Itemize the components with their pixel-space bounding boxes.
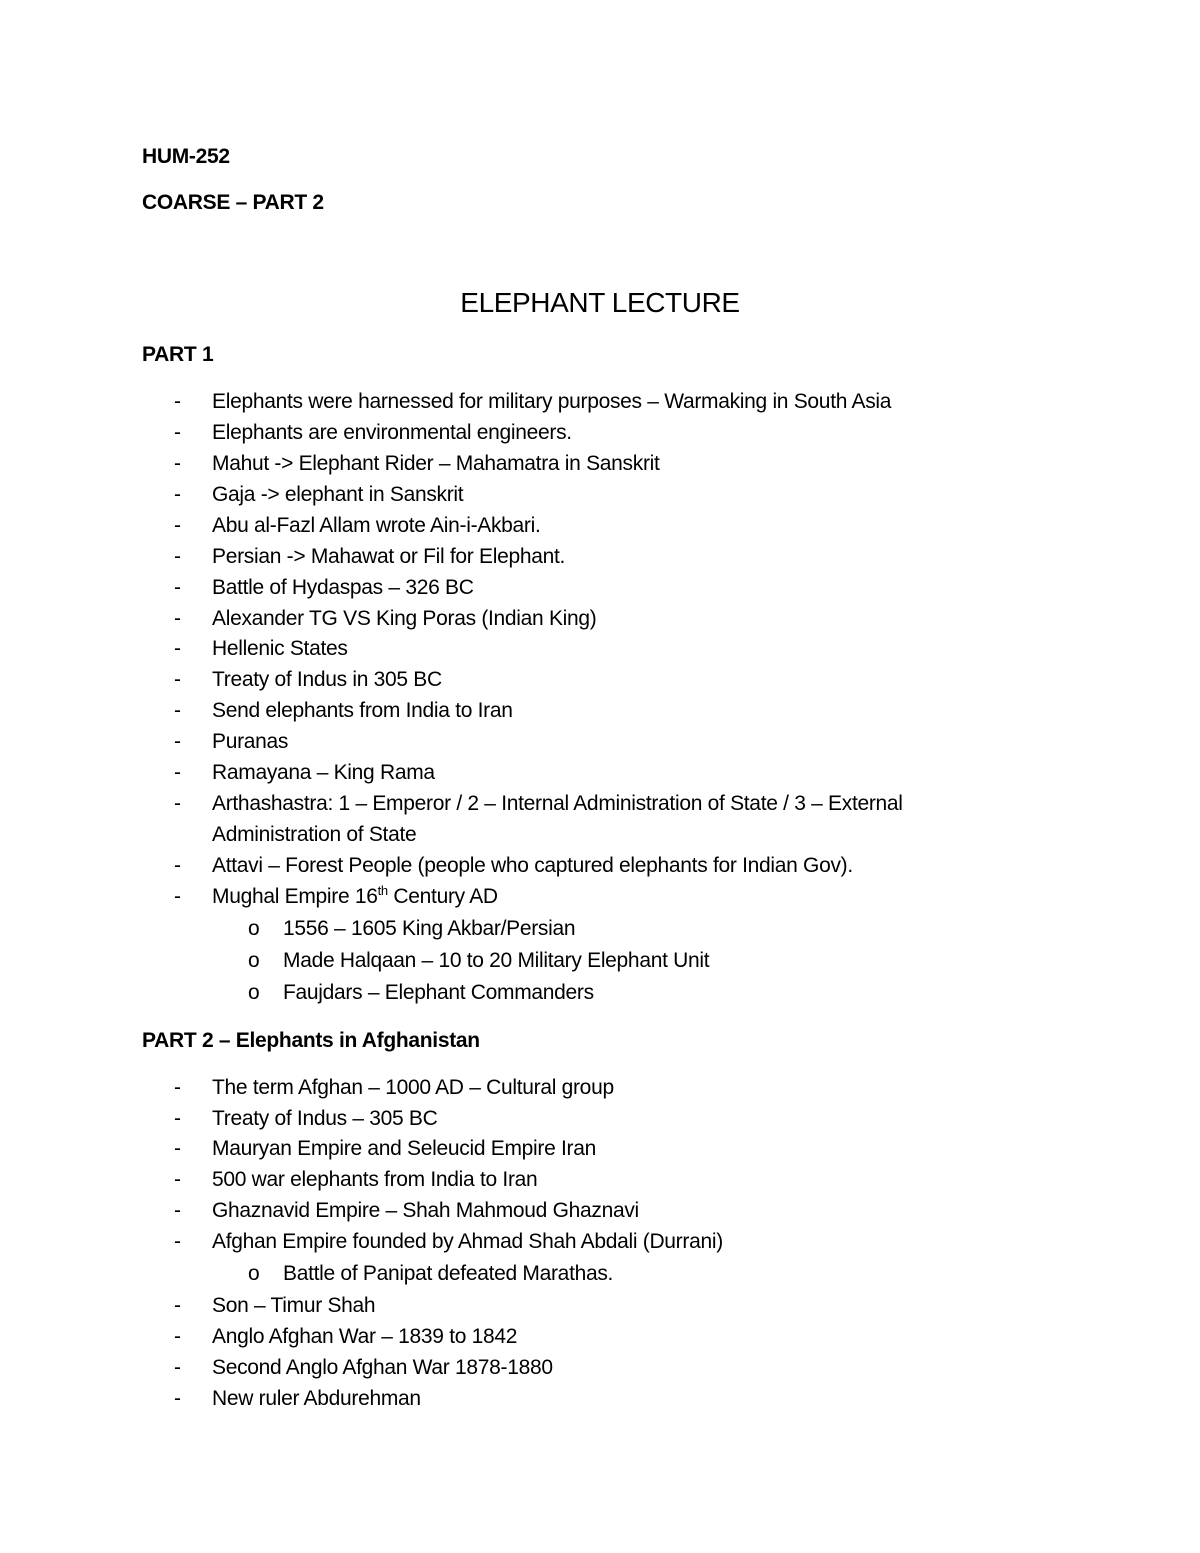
list-item-text: New ruler Abdurehman bbox=[212, 1387, 421, 1410]
list-item-text: Gaja -> elephant in Sanskrit bbox=[212, 483, 464, 506]
list-item-text: Anglo Afghan War – 1839 to 1842 bbox=[212, 1325, 518, 1348]
bullet-dash: - bbox=[174, 1230, 181, 1253]
bullet-dash: - bbox=[174, 545, 181, 568]
bullet-dash: - bbox=[174, 1076, 181, 1099]
list-item-text: 500 war elephants from India to Iran bbox=[212, 1168, 538, 1191]
list-item-text: Ghaznavid Empire – Shah Mahmoud Ghaznavi bbox=[212, 1199, 639, 1222]
bullet-dash: - bbox=[174, 885, 181, 908]
superscript: th bbox=[377, 883, 388, 898]
bullet-dash: - bbox=[174, 1137, 181, 1160]
list-item-text: Attavi – Forest People (people who captured elephants for Indian Gov). bbox=[212, 854, 853, 877]
bullet-dash: - bbox=[174, 1199, 181, 1222]
bullet-circle: o bbox=[248, 917, 260, 940]
bullet-dash: - bbox=[174, 854, 181, 877]
part2-heading: PART 2 – Elephants in Afghanistan bbox=[142, 1029, 480, 1052]
list-item-text: Second Anglo Afghan War 1878-1880 bbox=[212, 1356, 553, 1379]
list-item-text: Send elephants from India to Iran bbox=[212, 699, 513, 722]
bullet-dash: - bbox=[174, 1356, 181, 1379]
list-item-text: Battle of Hydaspas – 326 BC bbox=[212, 576, 474, 599]
bullet-dash: - bbox=[174, 730, 181, 753]
list-item-text: Treaty of Indus – 305 BC bbox=[212, 1107, 438, 1130]
list-item-text: Afghan Empire founded by Ahmad Shah Abdali (Durrani) bbox=[212, 1230, 723, 1253]
bullet-dash: - bbox=[174, 607, 181, 630]
bullet-dash: - bbox=[174, 792, 181, 815]
bullet-dash: - bbox=[174, 1325, 181, 1348]
list-item-text: Abu al-Fazl Allam wrote Ain-i-Akbari. bbox=[212, 514, 541, 537]
bullet-dash: - bbox=[174, 668, 181, 691]
mughal-text-suffix: Century AD bbox=[387, 885, 498, 908]
list-item-text: Persian -> Mahawat or Fil for Elephant. bbox=[212, 545, 566, 568]
bullet-dash: - bbox=[174, 1107, 181, 1130]
list-item-text: Son – Timur Shah bbox=[212, 1294, 376, 1317]
bullet-circle: o bbox=[248, 981, 260, 1004]
list-item-text: Ramayana – King Rama bbox=[212, 761, 435, 784]
list-item-text: Treaty of Indus in 305 BC bbox=[212, 668, 442, 691]
list-item-text: Elephants are environmental engineers. bbox=[212, 421, 572, 444]
list-item-text: Mahut -> Elephant Rider – Mahamatra in Sanskrit bbox=[212, 452, 660, 475]
sub-list-item-text: 1556 – 1605 King Akbar/Persian bbox=[283, 917, 576, 940]
sub-list-item-text: Battle of Panipat defeated Marathas. bbox=[283, 1262, 614, 1285]
bullet-dash: - bbox=[174, 452, 181, 475]
bullet-dash: - bbox=[174, 390, 181, 413]
list-item-text: Arthashastra: 1 – Emperor / 2 – Internal Administration of State / 3 – External bbox=[212, 792, 903, 815]
bullet-dash: - bbox=[174, 514, 181, 537]
sub-list-item-text: Faujdars – Elephant Commanders bbox=[283, 981, 594, 1004]
list-item-text: Mauryan Empire and Seleucid Empire Iran bbox=[212, 1137, 596, 1160]
bullet-dash: - bbox=[174, 576, 181, 599]
bullet-circle: o bbox=[248, 949, 260, 972]
list-item-text: The term Afghan – 1000 AD – Cultural group bbox=[212, 1076, 614, 1099]
list-item-text: Puranas bbox=[212, 730, 289, 753]
course-part: COARSE – PART 2 bbox=[142, 191, 324, 214]
list-item-text bbox=[212, 884, 498, 910]
bullet-dash: - bbox=[174, 1387, 181, 1410]
bullet-dash: - bbox=[174, 761, 181, 784]
bullet-dash: - bbox=[174, 421, 181, 444]
course-code: HUM-252 bbox=[142, 145, 230, 168]
bullet-circle: o bbox=[248, 1262, 260, 1285]
mughal-text: Mughal Empire 16 bbox=[212, 885, 378, 908]
bullet-dash: - bbox=[174, 637, 181, 660]
bullet-dash: - bbox=[174, 1168, 181, 1191]
document-title: ELEPHANT LECTURE bbox=[460, 287, 740, 318]
part1-heading: PART 1 bbox=[142, 343, 214, 366]
bullet-dash: - bbox=[174, 1294, 181, 1317]
list-item-text: Elephants were harnessed for military purposes – Warmaking in South Asia bbox=[212, 390, 892, 413]
bullet-dash: - bbox=[174, 699, 181, 722]
sub-list-item-text: Made Halqaan – 10 to 20 Military Elephant Unit bbox=[283, 949, 710, 972]
list-item-text: Alexander TG VS King Poras (Indian King) bbox=[212, 607, 597, 630]
bullet-dash: - bbox=[174, 483, 181, 506]
list-item-text-continuation: Administration of State bbox=[212, 823, 417, 846]
list-item-text: Hellenic States bbox=[212, 637, 348, 660]
